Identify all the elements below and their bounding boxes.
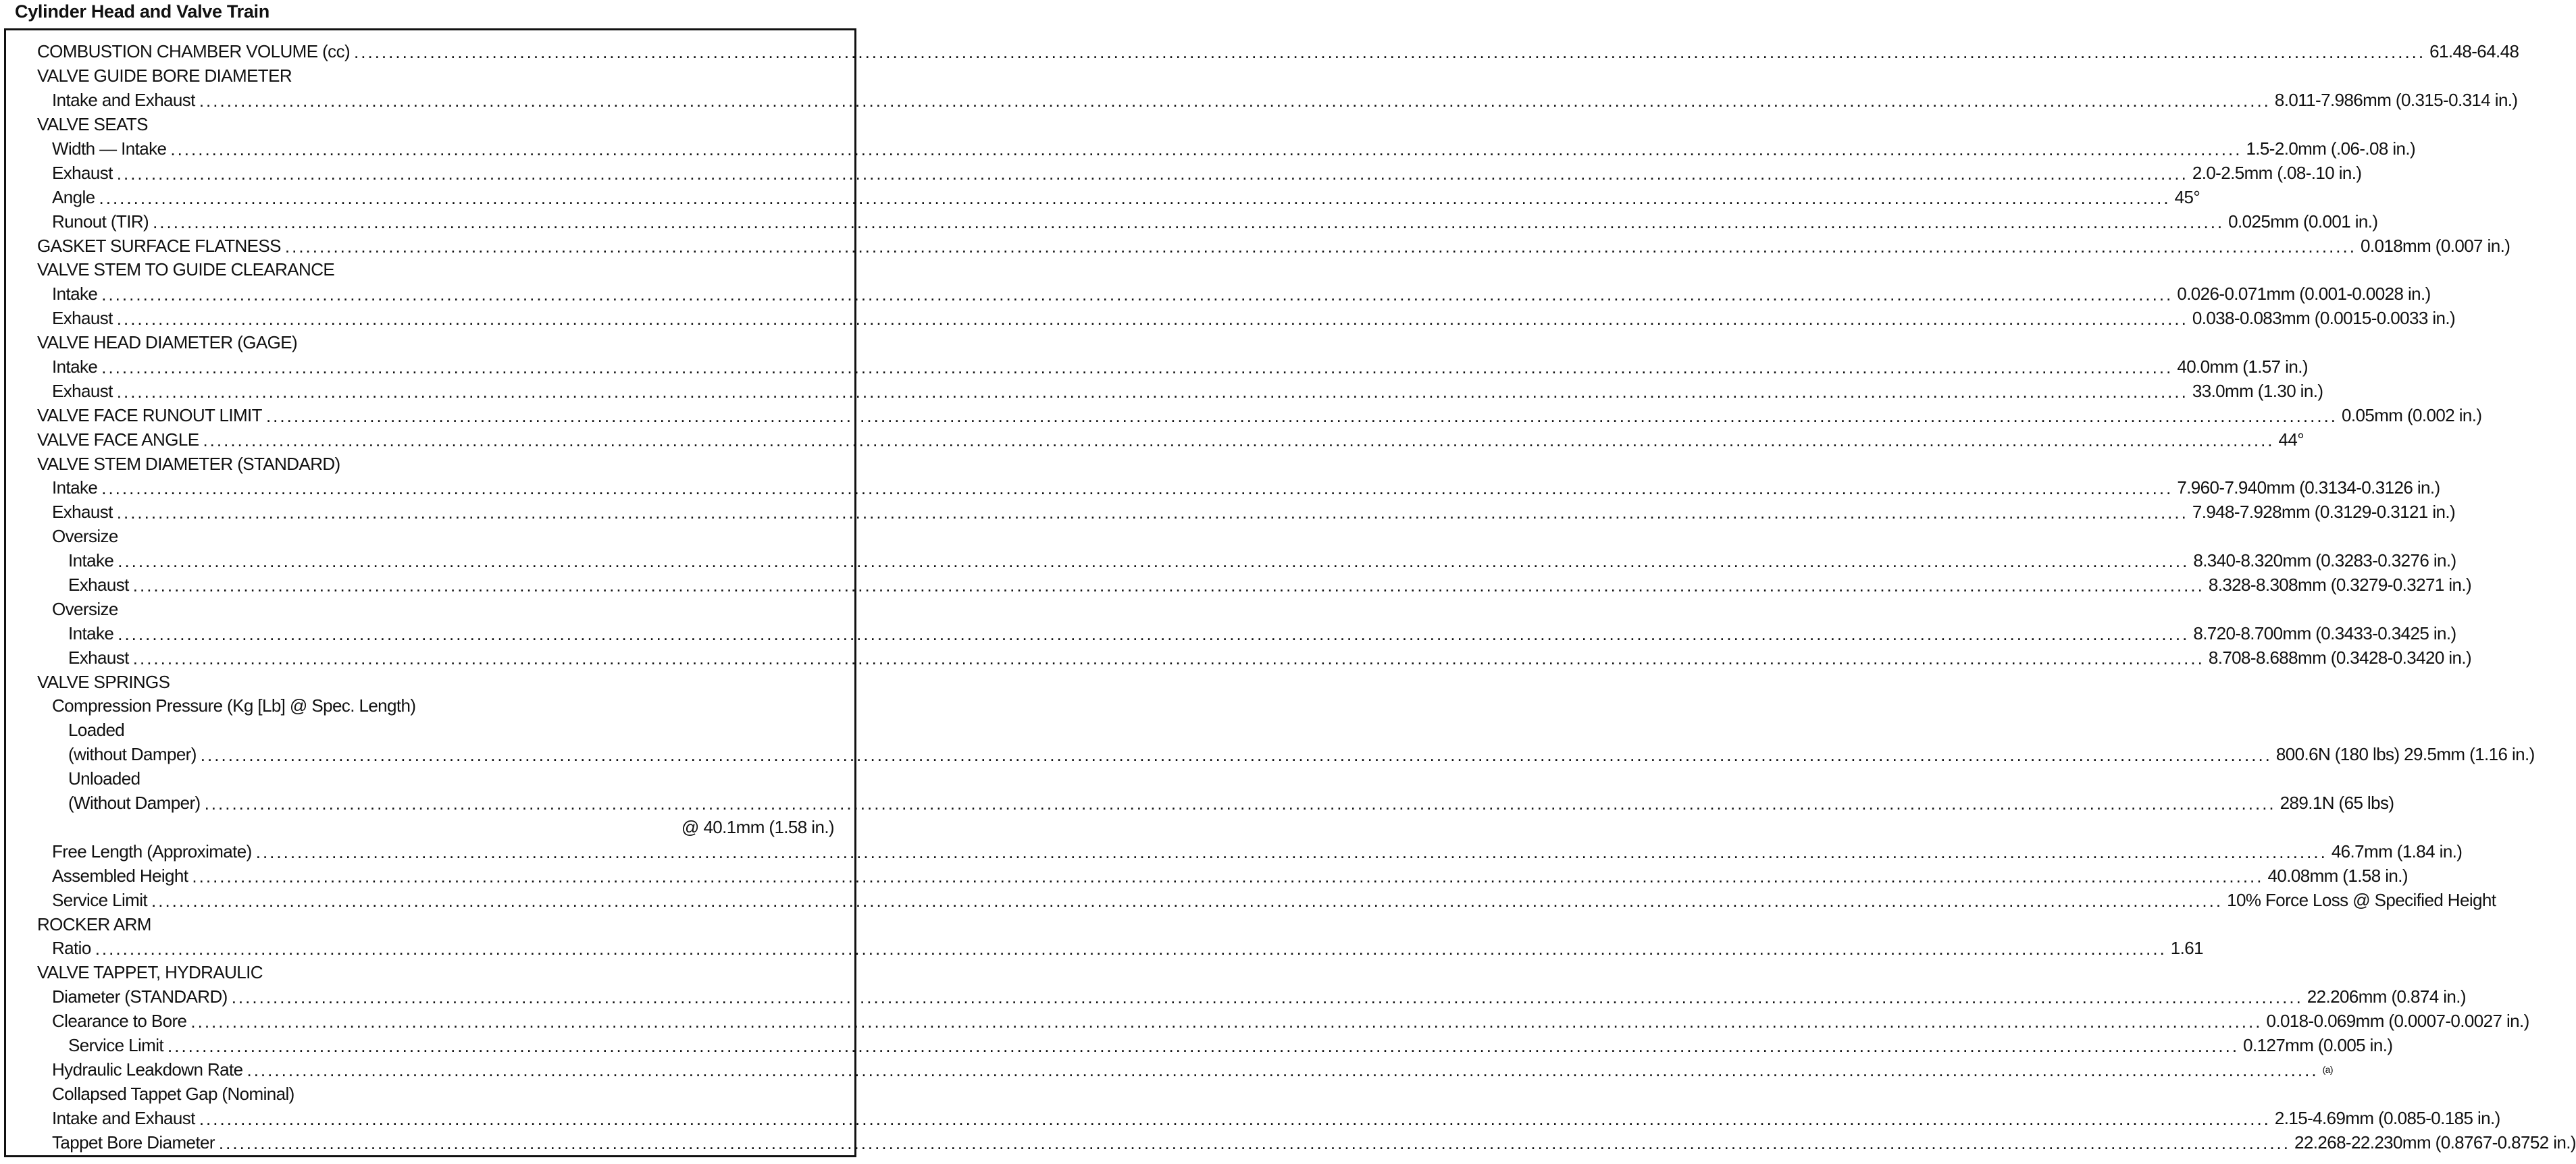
- spec-label: VALVE SEATS: [37, 114, 148, 135]
- dot-leader: ............................................................................................................................................................................................................................................................................................................: [116, 381, 2188, 402]
- spec-label: (without Damper): [68, 744, 197, 765]
- spec-row: [37, 137, 2416, 161]
- spec-value: 8.328-8.308mm (0.3279-0.3271 in.): [2208, 575, 2472, 596]
- spec-value: 0.127mm (0.005 in.): [2243, 1034, 2393, 1055]
- spec-row: [37, 355, 2308, 379]
- dot-leader: ............................................................................................................................................................................................................................................................................................................: [132, 647, 2205, 668]
- spec-label: Unloaded: [68, 768, 140, 789]
- spec-row: [37, 1106, 2500, 1130]
- spec-value: 0.018-0.069mm (0.0007-0.0027 in.): [2266, 1011, 2529, 1032]
- spec-label: Ratio: [52, 938, 91, 959]
- spec-row: [37, 864, 2408, 888]
- spec-row: [37, 452, 834, 476]
- dot-leader: ............................................................................................................................................................................................................................................................................................................: [99, 187, 2171, 208]
- spec-label: Exhaust: [52, 308, 113, 329]
- footnote-marker: (a): [2322, 1064, 2333, 1076]
- spec-row: [37, 1009, 2529, 1034]
- spec-row: [37, 427, 2304, 452]
- spec-label: Intake: [52, 477, 98, 498]
- spec-row: [37, 743, 2535, 767]
- spec-rows: [37, 40, 2576, 1155]
- spec-row: [37, 694, 834, 718]
- dot-leader: ............................................................................................................................................................................................................................................................................................................: [101, 478, 2173, 499]
- spec-value: 2.15-4.69mm (0.085-0.185 in.): [2274, 1107, 2500, 1128]
- spec-label: Service Limit: [52, 889, 148, 910]
- spec-row: [37, 597, 834, 621]
- spec-label: Runout (TIR): [52, 211, 149, 232]
- spec-label: Tappet Bore Diameter: [52, 1132, 215, 1153]
- dot-leader: ............................................................................................................................................................................................................................................................................................................: [354, 42, 2426, 63]
- spec-row: [37, 791, 2394, 816]
- spec-label: VALVE STEM TO GUIDE CLEARANCE: [37, 259, 335, 280]
- spec-value: 40.08mm (1.58 in.): [2267, 865, 2408, 886]
- spec-label: VALVE FACE ANGLE: [37, 429, 199, 450]
- dot-leader: ............................................................................................................................................................................................................................................................................................................: [95, 938, 2167, 959]
- dot-leader: ............................................................................................................................................................................................................................................................................................................: [265, 405, 2338, 426]
- spec-row: [37, 912, 834, 936]
- dot-leader: ............................................................................................................................................................................................................................................................................................................: [204, 793, 2276, 814]
- spec-value: 8.708-8.688mm (0.3428-0.3420 in.): [2208, 647, 2472, 668]
- spec-row: [37, 282, 2431, 307]
- spec-label: Intake and Exhaust: [52, 90, 195, 111]
- spec-label: Hydraulic Leakdown Rate: [52, 1059, 243, 1080]
- spec-row: [37, 1057, 2333, 1082]
- spec-value: 8.720-8.700mm (0.3433-0.3425 in.): [2193, 623, 2456, 643]
- spec-row: [37, 331, 834, 355]
- spec-row: [37, 1082, 834, 1106]
- spec-row: [37, 936, 2204, 961]
- spec-value: 0.018mm (0.007 in.): [2360, 235, 2510, 256]
- spec-label: VALVE STEM DIAMETER (STANDARD): [37, 453, 340, 474]
- spec-label: Assembled Height: [52, 865, 188, 886]
- spec-row: [37, 403, 2482, 427]
- spec-label: COMBUSTION CHAMBER VOLUME (cc): [37, 41, 351, 62]
- spec-row: [37, 258, 834, 282]
- spec-row: [37, 476, 2440, 500]
- spec-row: [37, 985, 2466, 1009]
- spec-label: Intake: [68, 623, 114, 643]
- spec-value: 1.5-2.0mm (.06-.08 in.): [2246, 138, 2416, 159]
- dot-leader: ............................................................................................................................................................................................................................................................................................................: [116, 502, 2188, 523]
- spec-row: [37, 113, 834, 137]
- spec-value: 8.340-8.320mm (0.3283-0.3276 in.): [2193, 550, 2456, 571]
- dot-leader: ............................................................................................................................................................................................................................................................................................................: [118, 551, 2190, 572]
- spec-label: Compression Pressure (Kg [Lb] @ Spec. Length): [52, 695, 416, 716]
- spec-table: [4, 28, 2576, 1157]
- spec-label: Diameter (STANDARD): [52, 986, 228, 1007]
- spec-row: [37, 767, 834, 791]
- dot-leader: ............................................................................................................................................................................................................................................................................................................: [101, 357, 2173, 378]
- spec-value: 22.268-22.230mm (0.8767-0.8752 in.): [2294, 1132, 2576, 1153]
- spec-label: Oversize: [52, 598, 118, 619]
- dot-leader: ............................................................................................................................................................................................................................................................................................................: [116, 309, 2188, 329]
- page-title: Cylinder Head and Valve Train: [15, 1, 269, 22]
- spec-value: 0.05mm (0.002 in.): [2342, 404, 2482, 425]
- dot-leader: ............................................................................................................................................................................................................................................................................................................: [151, 890, 2223, 911]
- spec-value: 45°: [2174, 186, 2200, 207]
- spec-row: [37, 718, 834, 743]
- spec-label: Clearance to Bore: [52, 1011, 187, 1032]
- spec-label: VALVE GUIDE BORE DIAMETER: [37, 65, 292, 86]
- spec-value: 7.960-7.940mm (0.3134-0.3126 in.): [2177, 477, 2440, 498]
- spec-row: [37, 40, 2519, 64]
- spec-value: 7.948-7.928mm (0.3129-0.3121 in.): [2192, 502, 2456, 523]
- spec-label: Free Length (Approximate): [52, 841, 252, 862]
- spec-row: [37, 961, 834, 985]
- spec-row: [37, 185, 2200, 209]
- spec-value: 33.0mm (1.30 in.): [2192, 380, 2323, 401]
- spec-label: Exhaust: [68, 647, 129, 668]
- dot-leader: ............................................................................................................................................................................................................................................................................................................: [218, 1132, 2290, 1153]
- spec-value: 0.026-0.071mm (0.001-0.0028 in.): [2177, 284, 2431, 305]
- dot-leader: ............................................................................................................................................................................................................................................................................................................: [168, 1035, 2240, 1056]
- spec-value: 44°: [2278, 429, 2304, 450]
- spec-label: Service Limit: [68, 1034, 164, 1055]
- dot-leader: ............................................................................................................................................................................................................................................................................................................: [192, 866, 2264, 887]
- spec-value: 800.6N (180 lbs) 29.5mm (1.16 in.): [2275, 744, 2535, 765]
- spec-row: [37, 1130, 2576, 1155]
- spec-row: [37, 307, 2456, 331]
- spec-label: Intake: [52, 356, 98, 377]
- spec-value: 0.025mm (0.001 in.): [2228, 211, 2378, 232]
- spec-label: Intake and Exhaust: [52, 1107, 195, 1128]
- spec-label: VALVE HEAD DIAMETER (GAGE): [37, 332, 298, 353]
- spec-row: [37, 549, 2456, 573]
- spec-value: 0.038-0.083mm (0.0015-0.0033 in.): [2192, 308, 2456, 329]
- spec-label: Exhaust: [68, 575, 129, 596]
- spec-row: [37, 161, 2362, 185]
- spec-label: Loaded: [68, 720, 125, 741]
- spec-row: [37, 500, 2456, 525]
- spec-value: 8.011-7.986mm (0.315-0.314 in.): [2274, 90, 2518, 111]
- spec-label: ROCKER ARM: [37, 914, 151, 934]
- spec-row: [37, 64, 834, 88]
- dot-leader: ............................................................................................................................................................................................................................................................................................................: [199, 1108, 2271, 1129]
- spec-row: [37, 525, 834, 549]
- spec-value: 289.1N (65 lbs): [2279, 793, 2394, 814]
- spec-row: [37, 670, 834, 694]
- spec-value: 2.0-2.5mm (.08-.10 in.): [2192, 162, 2362, 183]
- spec-label: Exhaust: [52, 380, 113, 401]
- spec-row: [37, 1034, 2393, 1058]
- dot-leader: ............................................................................................................................................................................................................................................................................................................: [284, 236, 2356, 257]
- spec-row: [37, 88, 2518, 113]
- dot-leader: ............................................................................................................................................................................................................................................................................................................: [153, 211, 2225, 232]
- spec-label: VALVE FACE RUNOUT LIMIT: [37, 404, 262, 425]
- spec-row: [37, 621, 2456, 645]
- spec-value: 40.0mm (1.57 in.): [2177, 356, 2308, 377]
- dot-leader: ............................................................................................................................................................................................................................................................................................................: [190, 1011, 2263, 1032]
- spec-label: Intake: [52, 284, 98, 305]
- spec-row: [37, 816, 834, 840]
- spec-value: 1.61: [2170, 938, 2204, 959]
- dot-leader: ............................................................................................................................................................................................................................................................................................................: [247, 1059, 2319, 1080]
- dot-leader: ............................................................................................................................................................................................................................................................................................................: [255, 841, 2327, 862]
- spec-value: 10% Force Loss @ Specified Height: [2227, 889, 2496, 910]
- dot-leader: ............................................................................................................................................................................................................................................................................................................: [203, 429, 2275, 450]
- spec-value: 22.206mm (0.874 in.): [2307, 986, 2466, 1007]
- spec-row: [37, 645, 2472, 670]
- spec-label: (Without Damper): [68, 793, 201, 814]
- dot-leader: ............................................................................................................................................................................................................................................................................................................: [116, 163, 2188, 184]
- spec-label: Angle: [52, 186, 95, 207]
- spec-value: 61.48-64.48: [2429, 41, 2519, 62]
- dot-leader: ............................................................................................................................................................................................................................................................................................................: [231, 987, 2303, 1008]
- spec-row: [37, 839, 2463, 864]
- spec-label: Width — Intake: [52, 138, 167, 159]
- dot-leader: ............................................................................................................................................................................................................................................................................................................: [132, 575, 2205, 596]
- spec-row: [37, 379, 2323, 403]
- spec-label: GASKET SURFACE FLATNESS: [37, 235, 281, 256]
- spec-row: [37, 234, 2510, 258]
- spec-label: VALVE SPRINGS: [37, 671, 170, 692]
- spec-row: [37, 209, 2378, 234]
- dot-leader: ............................................................................................................................................................................................................................................................................................................: [118, 623, 2190, 644]
- spec-label: Collapsed Tappet Gap (Nominal): [52, 1083, 294, 1104]
- spec-row: [37, 573, 2472, 598]
- spec-label: Exhaust: [52, 162, 113, 183]
- spec-row: [37, 888, 2496, 912]
- spec-label: Intake: [68, 550, 114, 571]
- dot-leader: ............................................................................................................................................................................................................................................................................................................: [200, 745, 2272, 766]
- spec-label: VALVE TAPPET, HYDRAULIC: [37, 962, 263, 983]
- spec-label: Exhaust: [52, 502, 113, 523]
- dot-leader: ............................................................................................................................................................................................................................................................................................................: [170, 139, 2242, 159]
- spec-label: Oversize: [52, 526, 118, 547]
- dot-leader: ............................................................................................................................................................................................................................................................................................................: [199, 90, 2271, 111]
- spec-value: @ 40.1mm (1.58 in.): [681, 816, 834, 837]
- dot-leader: ............................................................................................................................................................................................................................................................................................................: [101, 284, 2173, 305]
- spec-value: 46.7mm (1.84 in.): [2331, 841, 2463, 862]
